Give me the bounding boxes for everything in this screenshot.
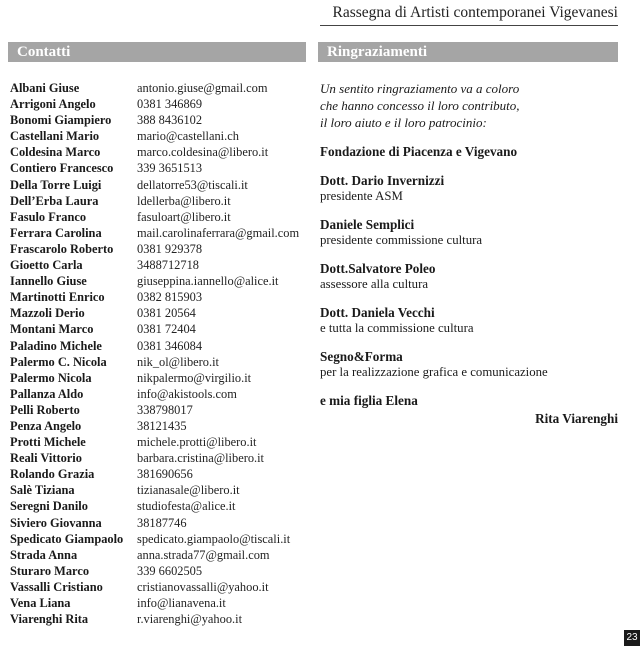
contact-value: 388 8436102	[137, 113, 203, 128]
contact-name: Montani Marco	[10, 322, 94, 337]
contact-value: 3488712718	[137, 258, 199, 273]
contact-row	[10, 305, 299, 321]
contact-row	[10, 241, 299, 257]
contact-name: Reali Vittorio	[10, 451, 82, 466]
contact-name: Viarenghi Rita	[10, 612, 89, 627]
contact-row	[10, 112, 299, 128]
thanks-role: assessore alla cultura	[320, 277, 429, 291]
thanks-name: Segno&Forma	[320, 349, 403, 364]
contact-name: Mazzoli Derio	[10, 306, 85, 321]
contact-row	[10, 595, 299, 611]
contact-row	[10, 386, 299, 402]
contact-row	[10, 193, 299, 209]
contact-value: 339 3651513	[137, 161, 203, 176]
contact-value: mario@castellani.ch	[137, 129, 239, 144]
contact-value: antonio.giuse@gmail.com	[137, 81, 268, 95]
thanks-name: Dott. Dario Invernizzi	[320, 173, 445, 188]
contact-row	[10, 80, 299, 96]
contact-name: Fasulo Franco	[10, 209, 87, 224]
contact-row	[10, 225, 299, 241]
contact-value: studiofesta@alice.it	[137, 499, 236, 514]
contact-name: Siviero Giovanna	[10, 515, 102, 530]
contact-name: Rolando Grazia	[10, 467, 95, 482]
contact-row	[10, 482, 299, 498]
contact-value: 0381 20564	[137, 306, 196, 321]
intro-line: che hanno concesso il loro contributo,	[320, 98, 520, 113]
thanks-name: Dott. Daniela Vecchi	[320, 305, 435, 320]
contact-value: ldellerba@libero.it	[137, 193, 231, 208]
contact-row	[10, 209, 299, 225]
header-rule	[320, 25, 618, 26]
thanks-entry	[320, 260, 618, 292]
contact-row	[10, 450, 299, 466]
contact-name: Pallanza Aldo	[10, 386, 84, 401]
thanks-name: e mia figlia Elena	[320, 393, 418, 408]
contact-name: Ferrara Carolina	[10, 225, 102, 240]
contact-name: Vassalli Cristiano	[10, 579, 103, 594]
contact-value: dellatorre53@tiscali.it	[137, 177, 248, 192]
ringraziamenti-heading: Ringraziamenti	[318, 42, 618, 62]
contact-value: info@lianavena.it	[137, 596, 226, 610]
contact-name: Iannello Giuse	[10, 274, 87, 289]
thanks-role: presidente ASM	[320, 189, 403, 203]
contact-value: michele.protti@libero.it	[137, 435, 257, 450]
contact-name: Bonomi Giampiero	[10, 113, 112, 128]
contact-value: 38121435	[137, 418, 187, 433]
thanks-role: per la realizzazione grafica e comunicazione	[320, 365, 548, 379]
contact-name: Arrigoni Angelo	[10, 97, 96, 112]
contact-name: Pelli Roberto	[10, 402, 80, 417]
contact-row	[10, 160, 299, 176]
thanks-entry	[320, 304, 618, 336]
thanks-name: Dott.Salvatore Poleo	[320, 261, 436, 276]
thanks-entry	[320, 172, 618, 204]
contact-row	[10, 128, 299, 144]
contact-row	[10, 466, 299, 482]
contact-name: Palermo C. Nicola	[10, 354, 107, 369]
contact-name: Della Torre Luigi	[10, 177, 102, 192]
intro-line: Un sentito ringraziamento va a coloro	[320, 81, 520, 96]
page-number: 23	[624, 630, 640, 646]
contact-name: Sturaro Marco	[10, 563, 90, 578]
thanks-role: e tutta la commissione cultura	[320, 321, 474, 335]
contact-value: 38187746	[137, 515, 187, 530]
contact-name: Salè Tiziana	[10, 483, 75, 498]
contact-name: Albani Giuse	[10, 81, 80, 95]
contact-name: Coldesina Marco	[10, 145, 101, 160]
contact-row	[10, 547, 299, 563]
thanks-section	[320, 80, 618, 427]
contact-row	[10, 273, 299, 289]
contact-name: Spedicato Giampaolo	[10, 531, 124, 546]
thanks-entry	[320, 216, 618, 248]
contact-row	[10, 611, 299, 627]
contact-value: 0381 346869	[137, 97, 203, 112]
contact-name: Palermo Nicola	[10, 370, 92, 385]
contact-row	[10, 289, 299, 305]
contacts-list	[10, 80, 299, 627]
contact-value: mail.carolinaferrara@gmail.com	[137, 225, 300, 240]
contact-row	[10, 370, 299, 386]
contact-value: spedicato.giampaolo@tiscali.it	[137, 531, 291, 546]
contact-row	[10, 338, 299, 354]
contact-name: Penza Angelo	[10, 418, 82, 433]
contact-value: giuseppina.iannello@alice.it	[137, 274, 279, 289]
contact-row	[10, 257, 299, 273]
contact-value: 338798017	[137, 402, 193, 417]
contact-value: barbara.cristina@libero.it	[137, 451, 265, 466]
thanks-entries	[320, 143, 618, 409]
contact-value: nikpalermo@virgilio.it	[137, 370, 252, 385]
contact-name: Paladino Michele	[10, 338, 102, 353]
thanks-intro	[320, 80, 618, 131]
contact-row	[10, 177, 299, 193]
contact-name: Contiero Francesco	[10, 161, 114, 176]
contact-name: Protti Michele	[10, 435, 86, 450]
contact-value: tizianasale@libero.it	[137, 483, 240, 498]
signature: Rita Viarenghi	[535, 411, 618, 426]
contact-value: nik_ol@libero.it	[137, 354, 219, 369]
contact-name: Vena Liana	[10, 596, 71, 610]
contact-row	[10, 321, 299, 337]
contact-value: 0381 929378	[137, 241, 203, 256]
contact-value: r.viarenghi@yahoo.it	[137, 612, 243, 627]
contact-row	[10, 515, 299, 531]
thanks-name: Fondazione di Piacenza e Vigevano	[320, 144, 518, 159]
contact-row	[10, 434, 299, 450]
contact-row	[10, 144, 299, 160]
contact-value: anna.strada77@gmail.com	[137, 547, 270, 562]
thanks-name: Daniele Semplici	[320, 217, 415, 232]
intro-line: il loro aiuto e il loro patrocinio:	[320, 115, 487, 130]
contact-name: Martinotti Enrico	[10, 290, 105, 305]
contact-row	[10, 418, 299, 434]
contact-name: Castellani Mario	[10, 129, 100, 144]
contact-value: 381690656	[137, 467, 193, 482]
contact-row	[10, 402, 299, 418]
contact-value: 0381 72404	[137, 322, 196, 337]
contact-row	[10, 354, 299, 370]
contact-value: 339 6602505	[137, 563, 203, 578]
contact-row	[10, 579, 299, 595]
contact-row	[10, 531, 299, 547]
contact-name: Seregni Danilo	[10, 499, 88, 514]
contact-name: Gioetto Carla	[10, 258, 83, 273]
contact-value: marco.coldesina@libero.it	[137, 145, 269, 160]
contact-value: cristianovassalli@yahoo.it	[137, 579, 269, 594]
thanks-entry	[320, 348, 618, 380]
contact-name: Strada Anna	[10, 547, 78, 562]
publication-title: Rassegna di Artisti contemporanei Vigevanesi	[332, 4, 618, 21]
thanks-role: presidente commissione cultura	[320, 233, 483, 247]
contact-value: 0382 815903	[137, 290, 203, 305]
contact-name: Frascarolo Roberto	[10, 241, 114, 256]
contact-value: 0381 346084	[137, 338, 203, 353]
contact-name: Dell’Erba Laura	[10, 193, 99, 208]
thanks-entry	[320, 392, 618, 409]
contact-value: info@akistools.com	[137, 386, 237, 401]
contatti-heading: Contatti	[8, 42, 306, 62]
contact-row	[10, 563, 299, 579]
contact-row	[10, 96, 299, 112]
contact-row	[10, 498, 299, 514]
contact-value: fasuloart@libero.it	[137, 209, 231, 224]
thanks-entry	[320, 143, 618, 160]
